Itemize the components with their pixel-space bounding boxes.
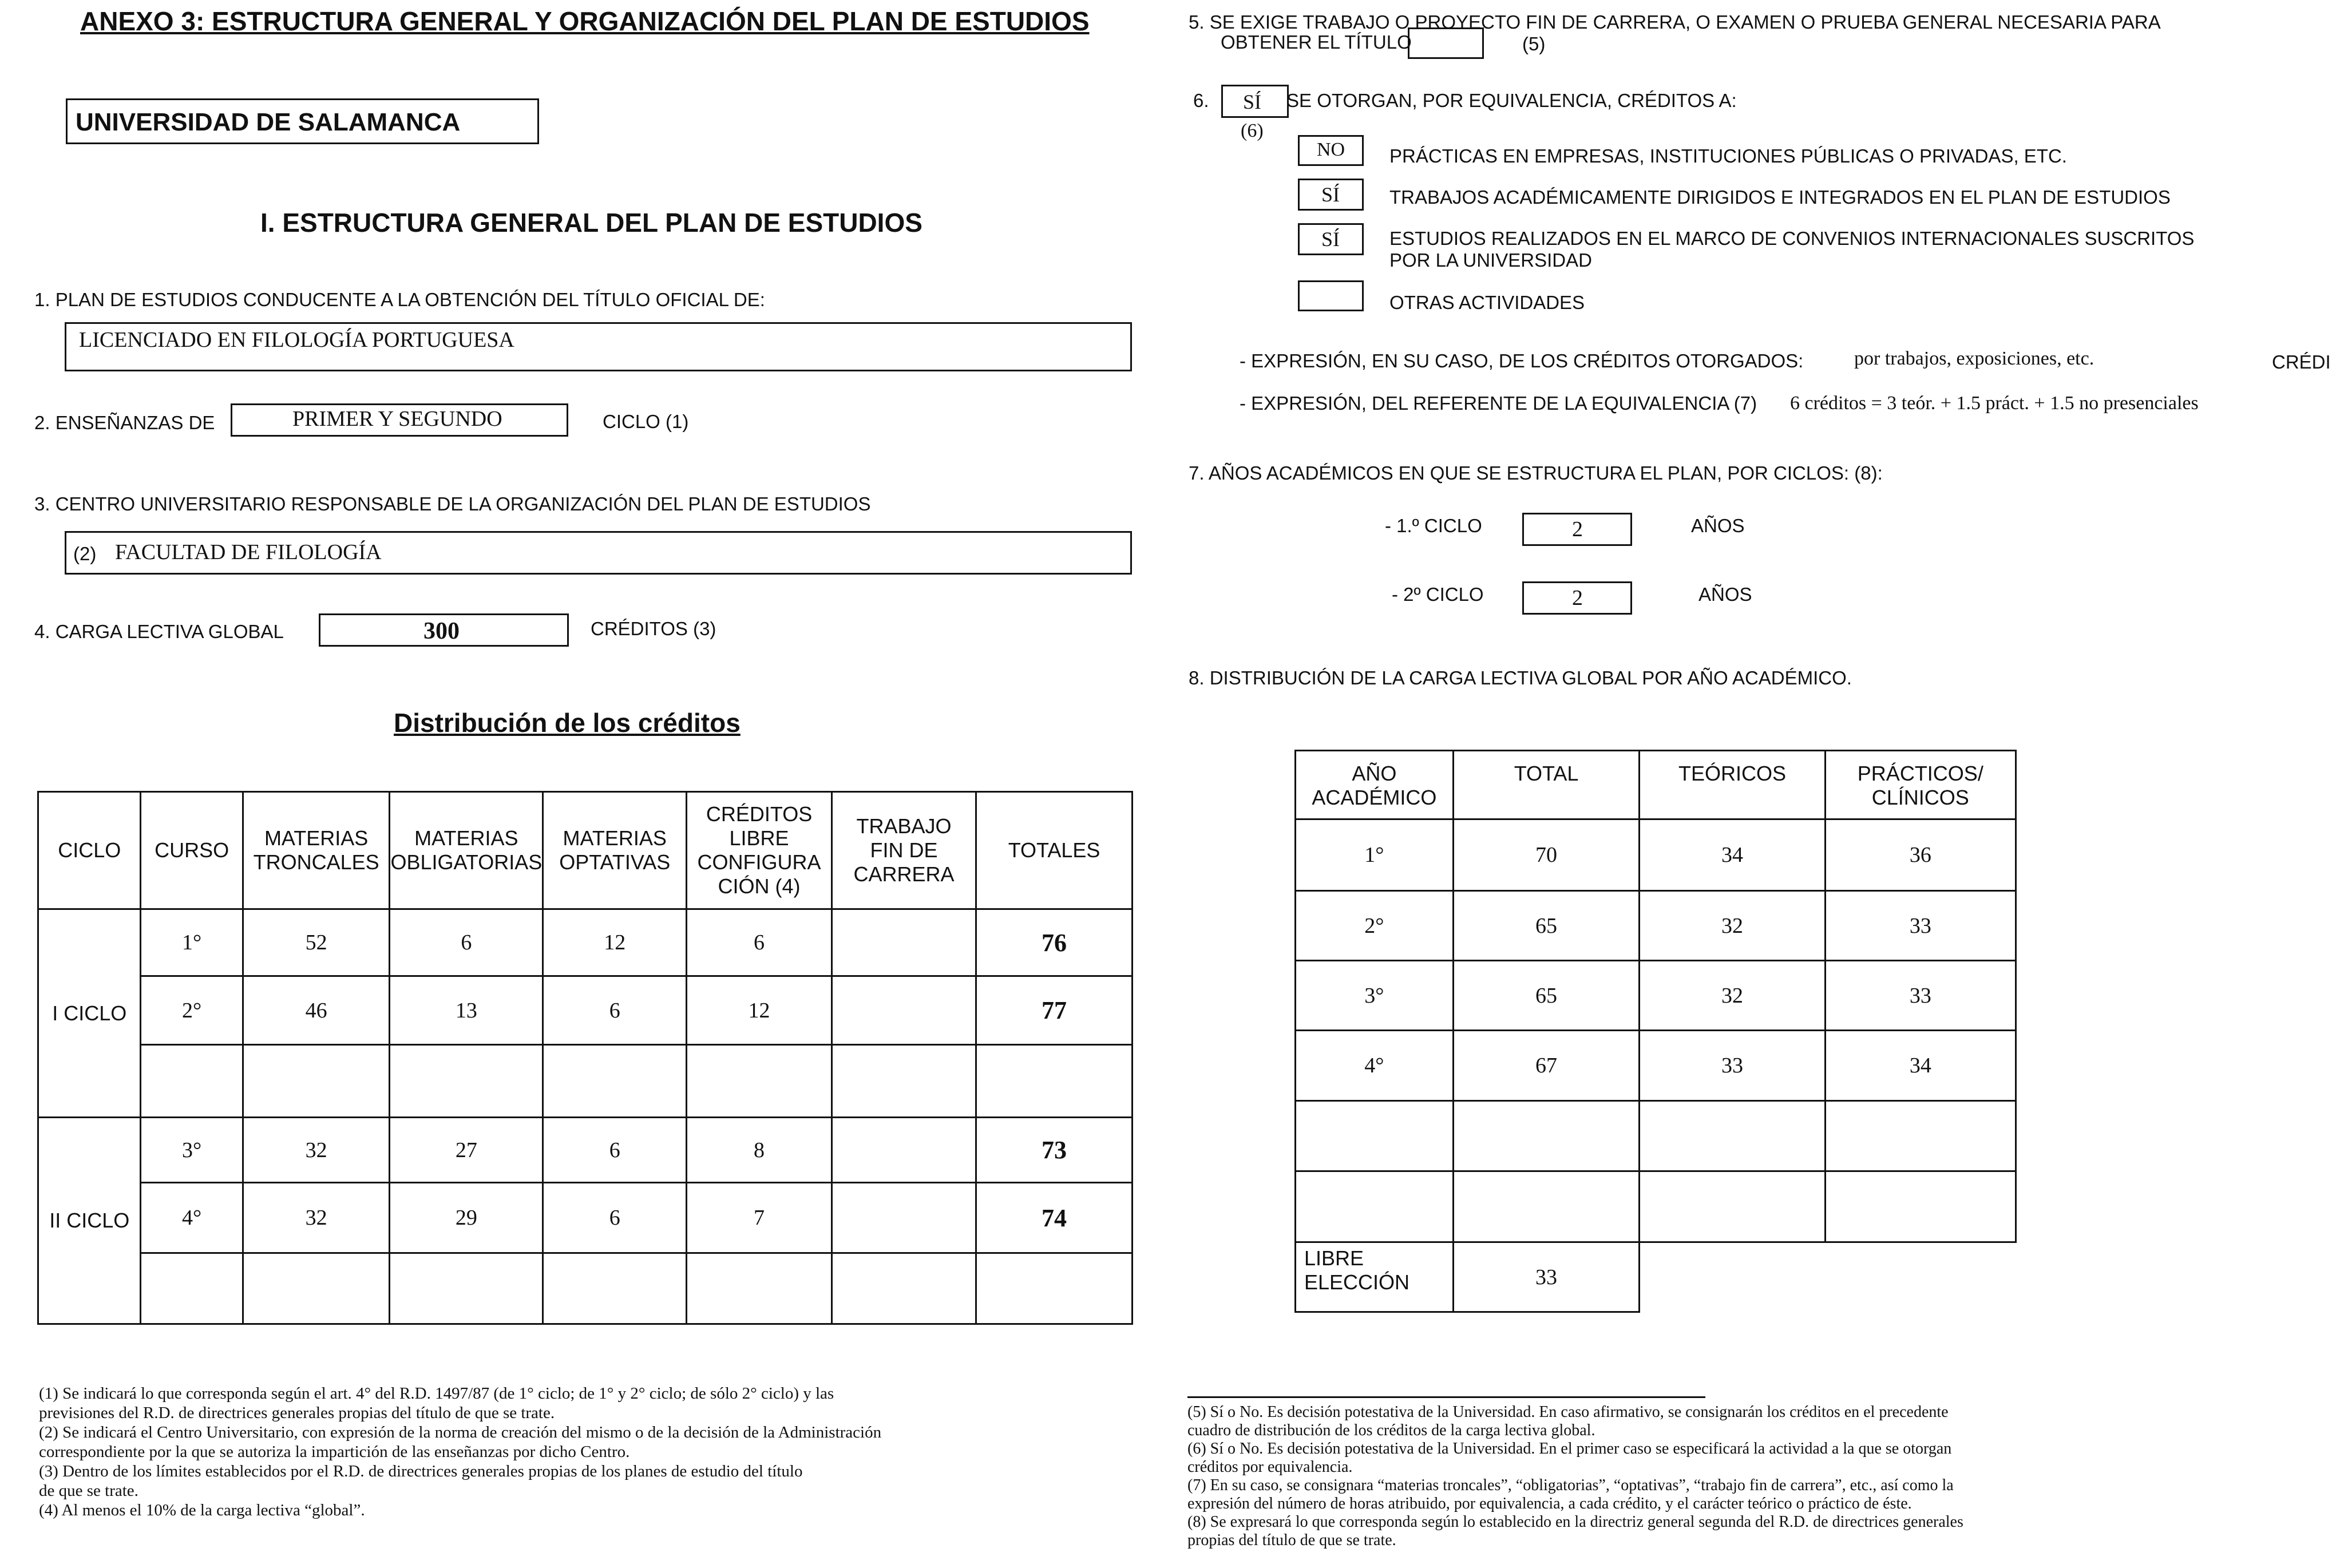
teoricos-cell [1640,1101,1825,1171]
optativas-cell [543,1253,687,1324]
header-curso: CURSO [141,792,243,909]
table-row [38,1253,1133,1324]
cycle2-years-field [1522,581,1632,615]
header-anio: AÑO ACADÉMICO [1296,751,1454,819]
obligatorias-cell [390,1253,543,1324]
table-row [38,1118,1133,1183]
trabajo-cell [832,1045,976,1118]
anio-cell [1296,1101,1454,1171]
table-row [1296,961,2016,1031]
credits-table-title: Distribución de los créditos [394,708,741,738]
anio-cell [1296,1171,1454,1242]
expr1-tail: CRÉDI [2272,351,2331,373]
q5-line2: OBTENER EL TÍTULO [1221,31,1412,53]
libre-cell: 6 [687,909,832,976]
footnote-line: cuadro de distribución de los créditos de la carga lectiva global. [1187,1422,1595,1439]
libre-cell [687,1253,832,1324]
q2-suffix: CICLO (1) [603,411,689,432]
curso-cell [141,1253,243,1324]
optativas-cell: 6 [543,1118,687,1183]
empty-cell [1640,1242,1825,1312]
header-libre: CRÉDITOS LIBRE CONFIGURA CIÓN (4) [687,792,832,909]
practicos-cell: 34 [1825,1031,2016,1101]
expr1-value: por trabajos, exposiciones, etc. [1854,348,2094,369]
table-row [1296,819,2016,891]
q6-number: 6. [1193,90,1209,111]
libre-cell [687,1045,832,1118]
libre-cell: 8 [687,1118,832,1183]
q4-label: 4. CARGA LECTIVA GLOBAL [34,621,284,642]
footnote-line: (6) Sí o No. Es decisión potestativa de la Universidad. En el primer caso se especificará la actividad a la que se otorgan [1187,1440,1952,1458]
optativas-cell [543,1045,687,1118]
equiv-item-4-label: OTRAS ACTIVIDADES [1389,292,1585,313]
q7-label: 7. AÑOS ACADÉMICOS EN QUE SE ESTRUCTURA EL PLAN, POR CICLOS: (8): [1189,462,1883,484]
total-cell: 73 [976,1118,1133,1183]
practicos-cell: 33 [1825,891,2016,961]
footnote-line: (4) Al menos el 10% de la carga lectiva “global”. [39,1501,365,1519]
expr2-label: - EXPRESIÓN, DEL REFERENTE DE LA EQUIVALENCIA (7) [1240,393,1757,414]
degree-title-field [65,322,1132,371]
total-cell: 67 [1453,1031,1640,1101]
header-totales: TOTALES [976,792,1133,909]
cycle1-years-value: 2 [1572,517,1583,541]
footnote-line: (1) Se indicará lo que corresponda según el art. 4° del R.D. 1497/87 (de 1° ciclo; de 1° y 2° ciclo; de sólo 2° ciclo) y las [39,1384,834,1403]
section-title: I. ESTRUCTURA GENERAL DEL PLAN DE ESTUDIOS [260,208,922,237]
total-cell [976,1045,1133,1118]
table-row [38,1045,1133,1118]
troncales-cell: 46 [243,976,390,1045]
annex-title: ANEXO 3: ESTRUCTURA GENERAL Y ORGANIZACIÓN DEL PLAN DE ESTUDIOS [80,6,1090,36]
footnote-line: (7) En su caso, se consignara “materias troncales”, “obligatorias”, “optativas”, “trabajo fin de carrera”, etc., así como la [1187,1476,1954,1494]
cycle-value: PRIMER Y SEGUNDO [292,407,502,431]
footnote-line: correspondiente por la que se autoriza la impartición de las enseñanzas por dicho Centro. [39,1443,630,1461]
obligatorias-cell: 27 [390,1118,543,1183]
curso-cell: 3° [141,1118,243,1183]
trabajo-cell [832,1183,976,1253]
total-cell: 65 [1453,891,1640,961]
obligatorias-cell: 29 [390,1183,543,1253]
q7-cycle2-label: - 2º CICLO [1392,584,1484,605]
obligatorias-cell: 13 [390,976,543,1045]
optativas-cell: 6 [543,1183,687,1253]
header-practicos: PRÁCTICOS/ CLÍNICOS [1825,751,2016,819]
table-row [38,976,1133,1045]
libre-cell: 7 [687,1183,832,1253]
equiv-item-3-field [1298,223,1364,255]
curso-cell: 4° [141,1183,243,1253]
header-teoricos: TEÓRICOS [1640,751,1825,819]
footnote-line: créditos por equivalencia. [1187,1458,1353,1476]
troncales-cell [243,1045,390,1118]
cycle1-years-field [1522,513,1632,546]
cycle-field [231,403,568,437]
equiv-item-1-label: PRÁCTICAS EN EMPRESAS, INSTITUCIONES PÚBLICAS O PRIVADAS, ETC. [1389,145,2067,167]
q5-line1: 5. SE EXIGE TRABAJO O PROYECTO FIN DE CARRERA, O EXAMEN O PRUEBA GENERAL NECESARIA PARA [1189,11,2161,33]
header-optativas: MATERIAS OPTATIVAS [543,792,687,909]
university-name: UNIVERSIDAD DE SALAMANCA [76,108,461,136]
q5-note: (5) [1522,33,1546,54]
footnote-line: (2) Se indicará el Centro Universitario, con expresión de la norma de creación del mismo o de la decisión de la Administración [39,1423,882,1442]
practicos-cell: 36 [1825,819,2016,891]
cycle2-years-value: 2 [1572,586,1583,610]
trabajo-cell [832,909,976,976]
total-cell: 74 [976,1183,1133,1253]
teoricos-cell: 32 [1640,891,1825,961]
footnotes-right [1187,1403,1963,1550]
libre-cell: 12 [687,976,832,1045]
teoricos-cell: 34 [1640,819,1825,891]
center-note: (2) [73,543,97,564]
trabajo-cell [832,1118,976,1183]
libre-eleccion-label: LIBRE ELECCIÓN [1296,1242,1454,1312]
total-cell [1453,1101,1640,1171]
total-cell [1453,1171,1640,1242]
troncales-cell: 32 [243,1118,390,1183]
expr2-value: 6 créditos = 3 teór. + 1.5 práct. + 1.5 no presenciales [1790,393,2199,414]
equiv-item-2-field [1298,179,1364,211]
total-load-value: 300 [423,618,460,644]
troncales-cell: 32 [243,1183,390,1253]
total-cell: 76 [976,909,1133,976]
header-troncales: MATERIAS TRONCALES [243,792,390,909]
troncales-cell [243,1253,390,1324]
credits-distribution-table [37,791,1133,1325]
equiv-item-1-value: NO [1317,139,1345,160]
equiv-item-2-label: TRABAJOS ACADÉMICAMENTE DIRIGIDOS E INTEGRADOS EN EL PLAN DE ESTUDIOS [1389,187,2171,208]
footnote-line: (8) Se expresará lo que corresponda según lo establecido en la directriz general segunda del R.D. de directrices generales [1187,1513,1963,1531]
q7-cycle2-unit: AÑOS [1698,584,1752,605]
equiv-item-3-label: ESTUDIOS REALIZADOS EN EL MARCO DE CONVENIOS INTERNACIONALES SUSCRITOS [1389,228,2195,249]
total-cell: 65 [1453,961,1640,1031]
q7-cycle1-unit: AÑOS [1691,515,1745,536]
footnote-line: de que se trate. [39,1482,138,1500]
q4-suffix: CRÉDITOS (3) [591,618,716,639]
footnote-line: expresión del número de horas atribuido, por equivalencia, a cada crédito, y el carácter teórico o práctico de éste. [1187,1495,1912,1512]
q1-label: 1. PLAN DE ESTUDIOS CONDUCENTE A LA OBTENCIÓN DEL TÍTULO OFICIAL DE: [34,289,765,310]
practicos-cell [1825,1171,2016,1242]
footnote-line: (3) Dentro de los límites establecidos por el R.D. de directrices generales propias de los planes de estudio del título [39,1462,803,1480]
table-row [38,1183,1133,1253]
trabajo-cell [832,1253,976,1324]
equiv-item-3-label-2: POR LA UNIVERSIDAD [1389,250,1592,271]
q2-label: 2. ENSEÑANZAS DE [34,412,215,433]
troncales-cell: 52 [243,909,390,976]
obligatorias-cell [390,1045,543,1118]
anio-cell: 4° [1296,1031,1454,1101]
practicos-cell [1825,1101,2016,1171]
total-cell: 77 [976,976,1133,1045]
equiv-item-1-field [1298,135,1364,166]
table-row [1296,1171,2016,1242]
footnotes-left [39,1384,881,1520]
year-distribution-table [1294,750,2017,1313]
equivalence-value: SÍ [1243,90,1262,113]
anio-cell: 3° [1296,961,1454,1031]
q6-note: (6) [1241,120,1264,141]
teoricos-cell: 33 [1640,1031,1825,1101]
expr1-label: - EXPRESIÓN, EN SU CASO, DE LOS CRÉDITOS OTORGADOS: [1240,350,1804,371]
table-row [1296,891,2016,961]
degree-title-value: LICENCIADO EN FILOLOGÍA PORTUGUESA [79,328,514,352]
q7-cycle1-label: - 1.º CICLO [1385,515,1482,536]
optativas-cell: 6 [543,976,687,1045]
anio-cell: 2° [1296,891,1454,961]
q3-label: 3. CENTRO UNIVERSITARIO RESPONSABLE DE LA ORGANIZACIÓN DEL PLAN DE ESTUDIOS [34,493,871,514]
final-project-field [1408,27,1484,59]
footnote-line: propias del título de que se trate. [1187,1531,1396,1549]
university-box [66,98,539,144]
header-total: TOTAL [1453,751,1640,819]
q6-label: SE OTORGAN, POR EQUIVALENCIA, CRÉDITOS A: [1286,90,1737,111]
table-row [1296,1031,2016,1101]
center-value: FACULTAD DE FILOLOGÍA [115,540,382,564]
center-field [65,531,1132,575]
equivalence-field [1221,85,1289,118]
header-obligatorias: MATERIAS OBLIGATORIAS [390,792,543,909]
libre-eleccion-row [1296,1242,2016,1312]
obligatorias-cell: 6 [390,909,543,976]
equiv-item-4-field [1298,280,1364,311]
equiv-item-3-value: SÍ [1321,228,1340,251]
curso-cell: 2° [141,976,243,1045]
practicos-cell: 33 [1825,961,2016,1031]
equiv-item-2-value: SÍ [1321,183,1340,206]
total-cell: 70 [1453,819,1640,891]
header-ciclo: CICLO [38,792,141,909]
curso-cell: 1° [141,909,243,976]
header-trabajo: TRABAJO FIN DE CARRERA [832,792,976,909]
total-cell [976,1253,1133,1324]
footnote-line: previsiones del R.D. de directrices generales propias del título de que se trate. [39,1404,555,1422]
footnote-line: (5) Sí o No. Es decisión potestativa de la Universidad. En caso afirmativo, se consignarán los créditos en el precedente [1187,1403,1949,1421]
total-load-field [319,613,569,647]
empty-cell [1825,1242,2016,1312]
curso-cell [141,1045,243,1118]
footnote-divider [1187,1396,1705,1398]
table-row [38,909,1133,976]
teoricos-cell [1640,1171,1825,1242]
ciclo-2-cell: II CICLO [38,1118,141,1324]
q8-label: 8. DISTRIBUCIÓN DE LA CARGA LECTIVA GLOBAL POR AÑO ACADÉMICO. [1189,667,1852,688]
libre-eleccion-value: 33 [1453,1242,1640,1312]
optativas-cell: 12 [543,909,687,976]
table-row [1296,1101,2016,1171]
anio-cell: 1° [1296,819,1454,891]
trabajo-cell [832,976,976,1045]
ciclo-1-cell: I CICLO [38,909,141,1118]
teoricos-cell: 32 [1640,961,1825,1031]
